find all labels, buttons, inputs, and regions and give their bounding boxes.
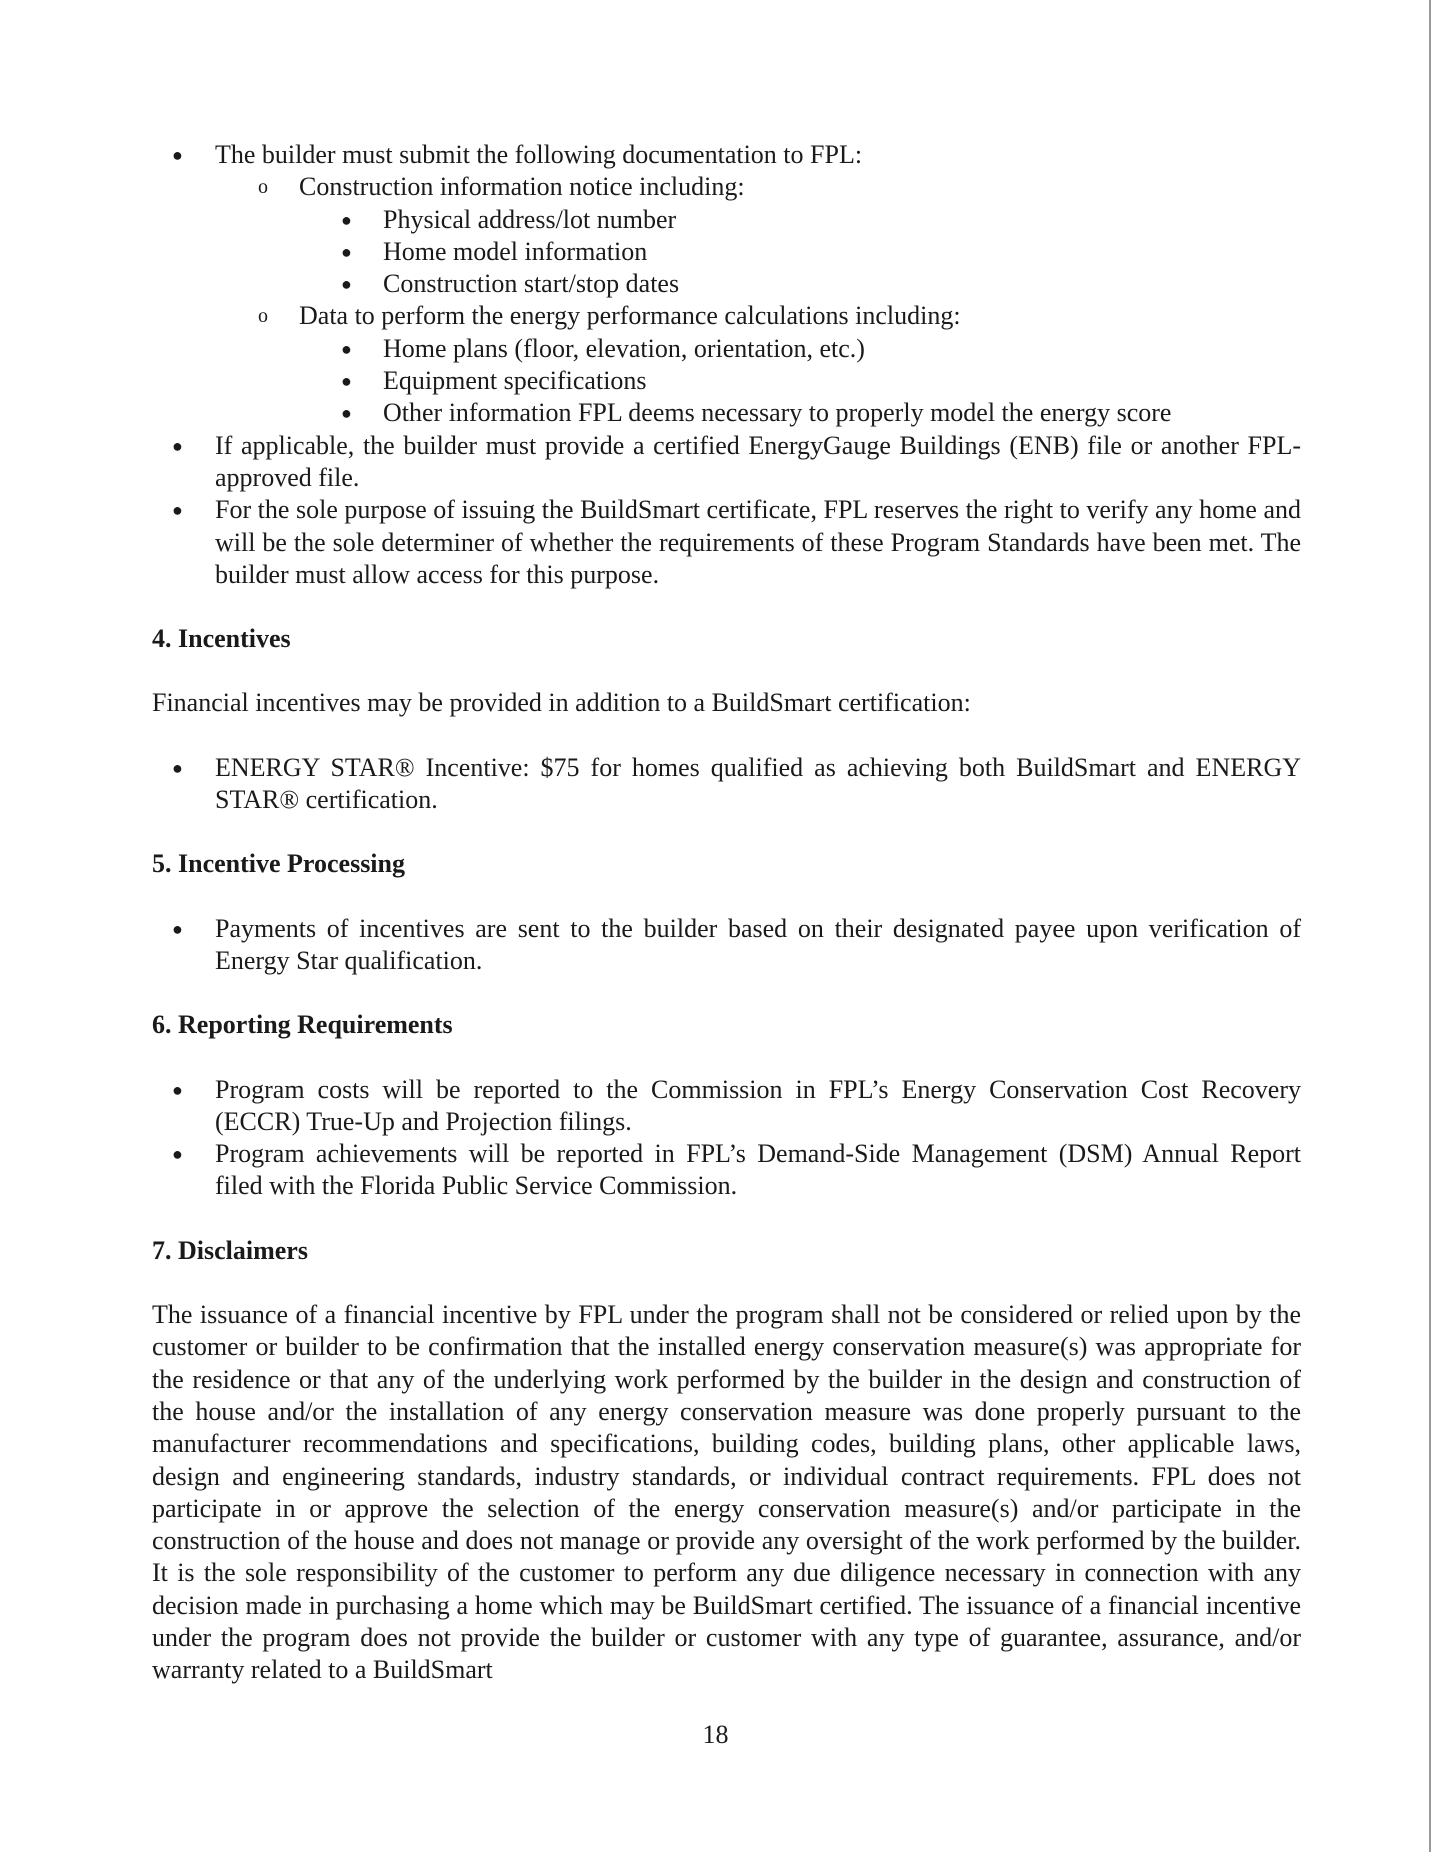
sub-sub-list-item	[152, 204, 1301, 236]
disclaimer-paragraph: The issuance of a financial incentive by FPL under the program shall not be considered or relied upon by the customer or builder to be confirmation that the installed energy conservation measure(s) was appropriate for the residence or that any of the underlying work performed by the builder in the design and construction of the house and/or the installation of any energy conservation measure was done properly pursuant to the manufacturer recommendations and specifications, building codes, building plans, other applicable laws, design and engineering standards, industry standards, or individual contract requirements. FPL does not participate in or approve the selection of the energy conservation measure(s) and/or participate in the construction of the house and does not manage or provide any oversight of the work performed by the builder. It is the sole responsibility of the customer to perform any due diligence necessary in connection with any decision made in purchasing a home which may be BuildSmart certified. The issuance of a financial incentive under the program does not provide the builder or customer with any type of guarantee, assurance, and/or warranty related to a BuildSmart	[152, 1300, 1301, 1685]
bullet-icon: ●	[341, 241, 352, 262]
incentives-list	[152, 752, 1301, 817]
sub-sub-list-item-text: Physical address/lot number	[383, 204, 677, 234]
section-heading: 6. Reporting Requirements	[152, 1010, 453, 1040]
list-item-text: Program costs will be reported to the Commission in FPL’s Energy Conservation Cost Recovery (ECCR) True-Up and Projection filings.	[215, 1074, 1301, 1136]
list-item	[152, 913, 1301, 978]
section-intro: Financial incentives may be provided in addition to a BuildSmart certification:	[152, 688, 971, 718]
list-item	[152, 1074, 1301, 1139]
bullet-icon: ●	[172, 1079, 183, 1100]
sub-sub-list-item-text: Equipment specifications	[383, 366, 647, 396]
circle-bullet-icon: o	[258, 176, 268, 199]
sub-sub-list-item-text: Other information FPL deems necessary to properly model the energy score	[383, 398, 1172, 428]
sub-sub-list-item	[152, 365, 1301, 397]
documentation-list	[152, 139, 1301, 591]
list-item	[152, 1138, 1301, 1203]
sub-sub-list-item	[152, 268, 1301, 300]
bullet-icon: ●	[172, 918, 183, 939]
bullet-icon: ●	[172, 757, 183, 778]
bullet-icon: ●	[172, 500, 183, 521]
bullet-icon: ●	[341, 209, 352, 230]
list-item-text: For the sole purpose of issuing the BuildSmart certificate, FPL reserves the right to verify any home and will be the sole determiner of whether the requirements of these Program Standards have been met. The builder must allow access for this purpose.	[215, 495, 1301, 589]
page-number: 18	[702, 1720, 729, 1749]
sub-list-item	[152, 171, 1301, 203]
sub-sub-list-item	[152, 333, 1301, 365]
section-heading: 7. Disclaimers	[152, 1235, 308, 1265]
sub-list-item-text: Construction information notice including:	[299, 172, 745, 202]
sub-sub-list-item-text: Home model information	[383, 236, 648, 266]
list-item	[152, 139, 1301, 171]
sub-list-item	[152, 300, 1301, 332]
sub-sub-list-item	[152, 236, 1301, 268]
bullet-icon: ●	[341, 338, 352, 359]
bullet-icon: ●	[341, 403, 352, 424]
reporting-list	[152, 1074, 1301, 1203]
list-item	[152, 752, 1301, 817]
list-item-text: If applicable, the builder must provide a certified EnergyGauge Buildings (ENB) file or another FPL-approved file.	[215, 430, 1301, 492]
circle-bullet-icon: o	[258, 305, 268, 328]
sub-list-item-text: Data to perform the energy performance calculations including:	[299, 301, 961, 331]
bullet-icon: ●	[341, 371, 352, 392]
bullet-icon: ●	[172, 1144, 183, 1165]
section-heading: 5. Incentive Processing	[152, 849, 405, 879]
list-item-text: The builder must submit the following documentation to FPL:	[215, 140, 863, 169]
list-item	[152, 430, 1301, 495]
list-item-text: Payments of incentives are sent to the builder based on their designated payee upon verification of Energy Star qualification.	[215, 913, 1301, 975]
sub-sub-list-item-text: Home plans (floor, elevation, orientation, etc.)	[383, 333, 865, 363]
incentive-processing-list	[152, 913, 1301, 978]
bullet-icon: ●	[172, 435, 183, 456]
document-page	[152, 139, 1301, 1687]
section-heading: 4. Incentives	[152, 624, 291, 654]
sub-sub-list-item-text: Construction start/stop dates	[383, 269, 680, 299]
sub-sub-list-item	[152, 397, 1301, 429]
list-item	[152, 494, 1301, 591]
list-item-text: Program achievements will be reported in FPL’s Demand-Side Management (DSM) Annual Report filed with the Florida Public Service Commission.	[215, 1139, 1301, 1201]
bullet-icon: ●	[172, 145, 183, 165]
list-item-text: ENERGY STAR® Incentive: $75 for homes qualified as achieving both BuildSmart and ENERGY STAR® certification.	[215, 752, 1301, 815]
bullet-icon: ●	[341, 274, 352, 295]
